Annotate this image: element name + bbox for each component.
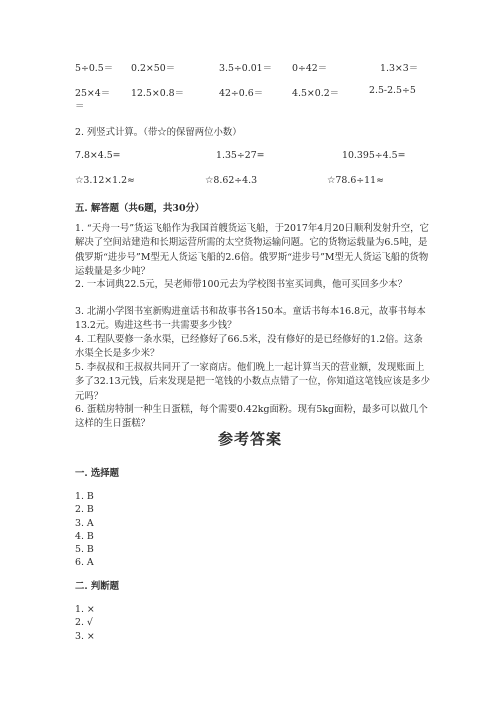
list-item: 2. √ xyxy=(75,617,93,629)
answers-choice-list xyxy=(75,490,94,570)
vertical-calc-2-3: ☆78.6÷11≈ xyxy=(327,175,384,186)
list-item: 6. A xyxy=(75,557,94,569)
vertical-calc-1-2: 1.35÷27= xyxy=(216,150,265,161)
oral-calc-1-4: 0÷42＝ xyxy=(292,63,328,74)
list-item: 5. B xyxy=(75,544,94,556)
problem-2: 2. 一本词典22.5元，吴老师带100元去为学校图书室买词典，他可买回多少本？ xyxy=(75,279,407,290)
section-vertical-calc-title: 2. 列竖式计算。（带☆的保留两位小数） xyxy=(75,127,242,138)
answers-judge-list xyxy=(75,603,95,643)
list-item: 3. A xyxy=(75,517,94,529)
vertical-calc-1-1: 7.8×4.5= xyxy=(75,150,121,161)
list-item: 3. × xyxy=(75,630,95,642)
oral-calc-1-1: 5÷0.5＝ xyxy=(75,63,114,74)
oral-calc-1-5: 1.3×3＝ xyxy=(380,63,419,74)
oral-calc-2-1: 25×4＝ xyxy=(75,88,111,99)
list-item: 1. B xyxy=(75,491,94,502)
oral-calc-1-3: 3.5÷0.01＝ xyxy=(219,63,273,74)
vertical-calc-2-2: ☆8.62÷4.3 xyxy=(205,175,258,186)
vertical-calc-1-3: 10.395÷4.5= xyxy=(342,150,406,161)
section-word-problems-title: 五. 解答题（共6题，共30分） xyxy=(75,203,205,214)
answers-choice-title: 一. 选择题 xyxy=(75,468,120,479)
problem-6: 6. 蛋糕房特制一种生日蛋糕，每个需要0.42kg面粉。现有5kg面粉，最多可以做几个这样的生日蛋糕？ xyxy=(75,404,428,430)
problem-5: 5. 李叔叔和王叔叔共同开了一家商店。他们晚上一起计算当天的营业额，发现账面上多了32.13元钱，后来发现是把一笔钱的小数点点错了一位，你知道这笔钱应该是多少元吗？ xyxy=(75,362,430,402)
list-item: 2. B xyxy=(75,504,94,516)
problem-1: 1. “天舟一号”货运飞船作为我国首艘货运飞船，于2017年4月20日顺利发射升空，它解决了空间站建造和长期运营所需的太空货物运输问题。它的货物运载量为6.5吨，是俄罗斯“进步号”M型无人货运飞船的2.6倍。俄罗斯“进步号”M型无人货运飞船的货物运载量是多少吨？ xyxy=(75,223,429,278)
oral-calc-2-3: 42÷0.6＝ xyxy=(219,88,264,99)
vertical-calc-2-1: ☆3.12×1.2≈ xyxy=(75,175,135,186)
oral-calc-2-5: 2.5-2.5÷5 xyxy=(369,85,416,96)
oral-calc-2-cont: ＝ xyxy=(75,101,85,112)
oral-calc-2-2: 12.5×0.8＝ xyxy=(131,88,185,99)
list-item: 4. B xyxy=(75,530,94,542)
answers-judge-title: 二. 判断题 xyxy=(75,581,120,592)
problem-3: 3. 北湖小学图书室新购进童话书和故事书各150本。童话书每本16.8元，故事书每本13.2元。购进这些书一共需要多少钱？ xyxy=(75,306,426,332)
answer-title: 参考答案 xyxy=(217,430,282,448)
oral-calc-1-2: 0.2×50＝ xyxy=(131,63,176,74)
problem-4: 4. 工程队要修一条水渠，已经修好了66.5米，没有修好的是已经修好的1.2倍。这条水渠全长是多少米？ xyxy=(75,334,423,360)
list-item: 1. × xyxy=(75,604,95,615)
oral-calc-2-4: 4.5×0.2＝ xyxy=(292,88,340,99)
